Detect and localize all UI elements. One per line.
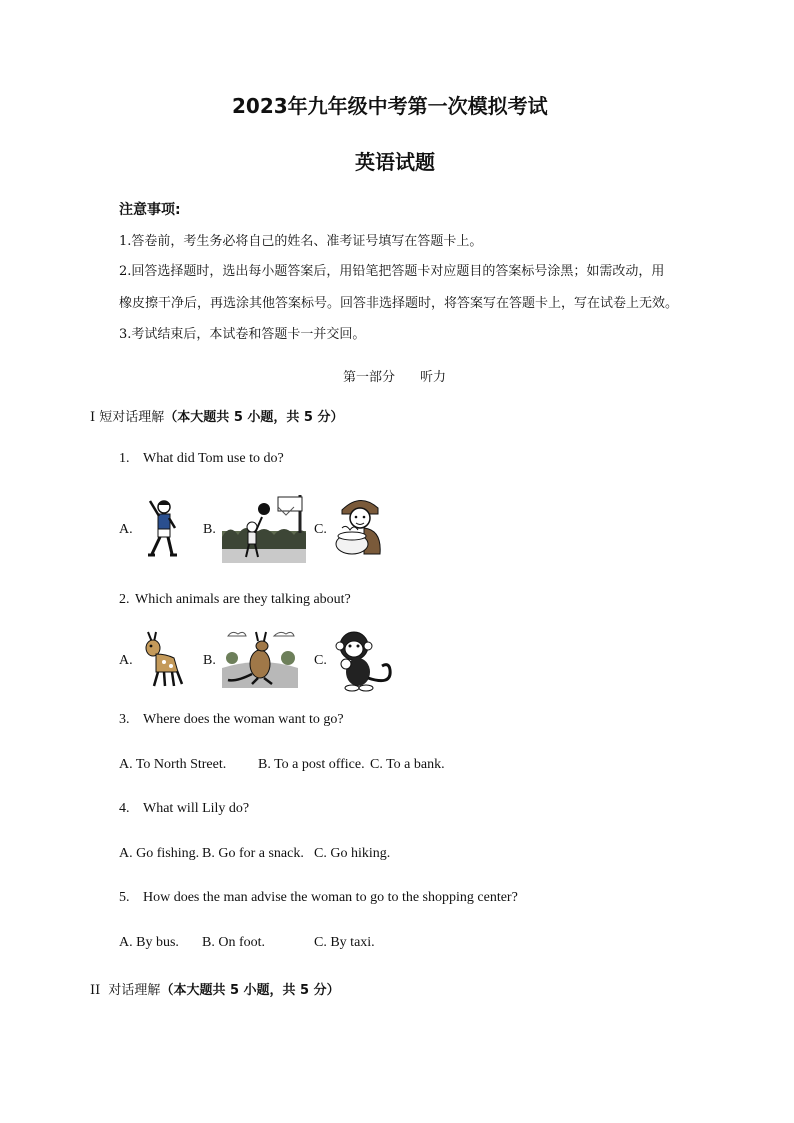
option-a-label: A. <box>119 653 133 668</box>
section-number: II <box>90 983 101 998</box>
question-text: How does the man advise the woman to go to the shopping center? <box>143 890 518 905</box>
question-text: What did Tom use to do? <box>143 451 284 466</box>
boy-washing-clothes-image <box>334 494 390 558</box>
notice-heading: 注意事项: <box>119 202 181 218</box>
option-c-label: C. <box>314 653 327 668</box>
exam-title: 2023年九年级中考第一次模拟考试 <box>232 94 548 118</box>
option-c-label: C. By taxi. <box>314 935 375 950</box>
question-4 <box>119 801 249 817</box>
option-c-label: C. <box>314 522 327 537</box>
option-b-label: B. <box>203 522 216 537</box>
question-1 <box>119 451 284 467</box>
option-b-label: B. Go for a snack. <box>202 846 304 861</box>
notice-item-3: 3.考试结束后，本试卷和答题卡一并交回。 <box>119 327 366 342</box>
basketball-image <box>222 493 306 563</box>
option-c-label: C. Go hiking. <box>314 846 391 861</box>
question-number: 2. <box>119 592 130 607</box>
option-b-label: B. <box>203 653 216 668</box>
notice-item-1: 1.答卷前，考生务必将自己的姓名、准考证号填写在答题卡上。 <box>119 234 483 249</box>
question-number: 3. <box>119 712 130 727</box>
section-name: 短对话理解 <box>99 410 165 425</box>
question-number: 5. <box>119 890 130 905</box>
option-b-label: B. To a post office. <box>258 757 365 772</box>
question-3 <box>119 712 344 728</box>
part-name: 听力 <box>420 370 447 385</box>
question-5 <box>119 890 518 906</box>
notice-item-2-cont: 橡皮擦干净后，再选涂其他答案标号。回答非选择题时，将答案写在答题卡上，写在试卷上无效。 <box>119 296 679 311</box>
section-heading <box>90 979 340 998</box>
notice-item-2: 2.回答选择题时，选出每小题答案后，用铅笔把答题卡对应题目的答案标号涂黑；如需改动，用 <box>119 264 665 279</box>
option-a-label: A. To North Street. <box>119 757 227 772</box>
part-label: 第一部分 <box>343 370 396 385</box>
option-c-label: C. To a bank. <box>370 757 445 772</box>
question-number: 4. <box>119 801 130 816</box>
section-number: I <box>90 410 96 425</box>
section-heading <box>90 406 344 425</box>
question-text: What will Lily do? <box>143 801 250 816</box>
exam-subtitle: 英语试题 <box>355 150 435 174</box>
monkey-image <box>334 626 398 692</box>
option-b-label: B. On foot. <box>202 935 265 950</box>
option-a-label: A. Go fishing. <box>119 846 200 861</box>
section-detail: （本大题共 5 小题，共 5 分） <box>164 410 344 425</box>
stretching-boy-image <box>138 497 182 559</box>
option-a-label: A. By bus. <box>119 935 179 950</box>
deer-image <box>138 628 186 688</box>
section-name: 对话理解 <box>108 983 161 998</box>
question-text: Where does the woman want to go? <box>143 712 344 727</box>
section-detail: （本大题共 5 小题，共 5 分） <box>160 983 340 998</box>
question-text: Which animals are they talking about? <box>135 592 351 607</box>
question-number: 1. <box>119 451 130 466</box>
option-a-label: A. <box>119 522 133 537</box>
kangaroo-image <box>222 628 298 688</box>
question-2 <box>119 592 351 608</box>
